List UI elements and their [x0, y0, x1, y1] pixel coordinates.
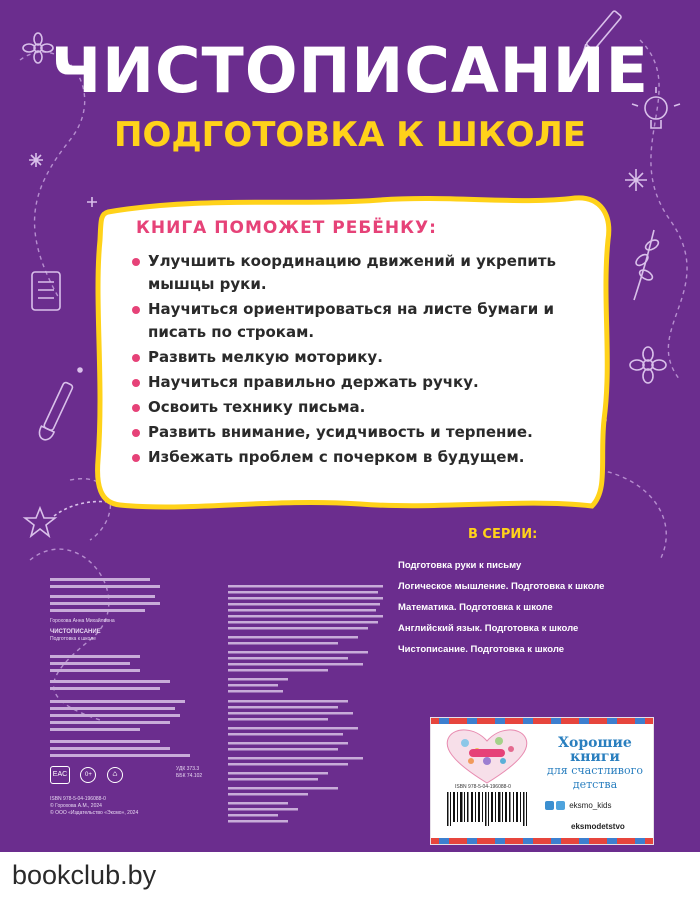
eac-mark-icon: EAC	[50, 766, 70, 784]
watermark-credit: bookclub.by	[12, 860, 157, 890]
list-item-text: Научиться правильно держать ручку.	[148, 373, 479, 391]
list-item-text: Избежать проблем с почерком в будущем.	[148, 448, 525, 466]
social-handle: eksmo_kids	[569, 801, 612, 810]
list-item-text: Освоить технику письма.	[148, 398, 366, 416]
age-rating-icon: 0+	[80, 767, 96, 783]
bbk-code: ББК 74.102	[176, 773, 203, 779]
copyright-line: © ООО «Издательство «Эксмо», 2024	[50, 810, 139, 816]
series-heading: В СЕРИИ:	[468, 527, 538, 542]
benefits-heading: КНИГА ПОМОЖЕТ РЕБЁНКУ:	[136, 218, 437, 238]
vk-icon	[545, 801, 554, 810]
barcode-isbn: ISBN 978-5-04-196088-0	[455, 784, 511, 790]
imprint-author: Горохова Анна Михайловна	[50, 618, 115, 624]
series-item: Математика. Подготовка к школе	[398, 602, 553, 613]
list-item-text: Развить мелкую моторику.	[148, 348, 383, 366]
classification-codes	[176, 766, 226, 780]
series-item: Подготовка руки к письму	[398, 560, 522, 571]
recycle-icon: ♺	[107, 767, 123, 783]
imprint-title: ЧИСТОПИСАНИЕ	[50, 629, 101, 635]
heart-logo-icon	[441, 727, 533, 785]
series-item: Чистописание. Подготовка к школе	[398, 644, 565, 655]
publisher-sticker	[430, 717, 654, 845]
udc-code: УДК 373.3	[176, 766, 200, 772]
series-item: Английский язык. Подготовка к школе	[398, 623, 579, 634]
imprint-bottom	[50, 796, 225, 817]
isbn-text: ISBN 978-5-04-196088-0	[50, 796, 106, 802]
good-books-slogan: Хорошие книги для счастливого детства	[547, 735, 643, 791]
telegram-icon	[556, 801, 565, 810]
certification-marks	[50, 766, 129, 784]
cover-title: ЧИСТОПИСАНИЕ	[51, 34, 649, 107]
list-item-text: Развить внимание, усидчивость и терпение.	[148, 423, 533, 441]
list-item-text: Научиться ориентироваться на листе бумаги и писать по строкам.	[148, 300, 554, 341]
series-item: Логическое мышление. Подготовка к школе	[398, 581, 605, 592]
footer	[0, 852, 700, 905]
copyright-line: © Горохова А.М., 2024	[50, 803, 102, 809]
barcode	[445, 792, 535, 830]
publisher-site: eksmodetstvo	[571, 822, 625, 831]
cover-subtitle: ПОДГОТОВКА К ШКОЛЕ	[114, 115, 586, 155]
imprint-subtitle: Подготовка к школе	[50, 636, 96, 642]
list-item-text: Улучшить координацию движений и укрепить мышцы руки.	[148, 252, 557, 293]
social-links	[545, 801, 611, 810]
